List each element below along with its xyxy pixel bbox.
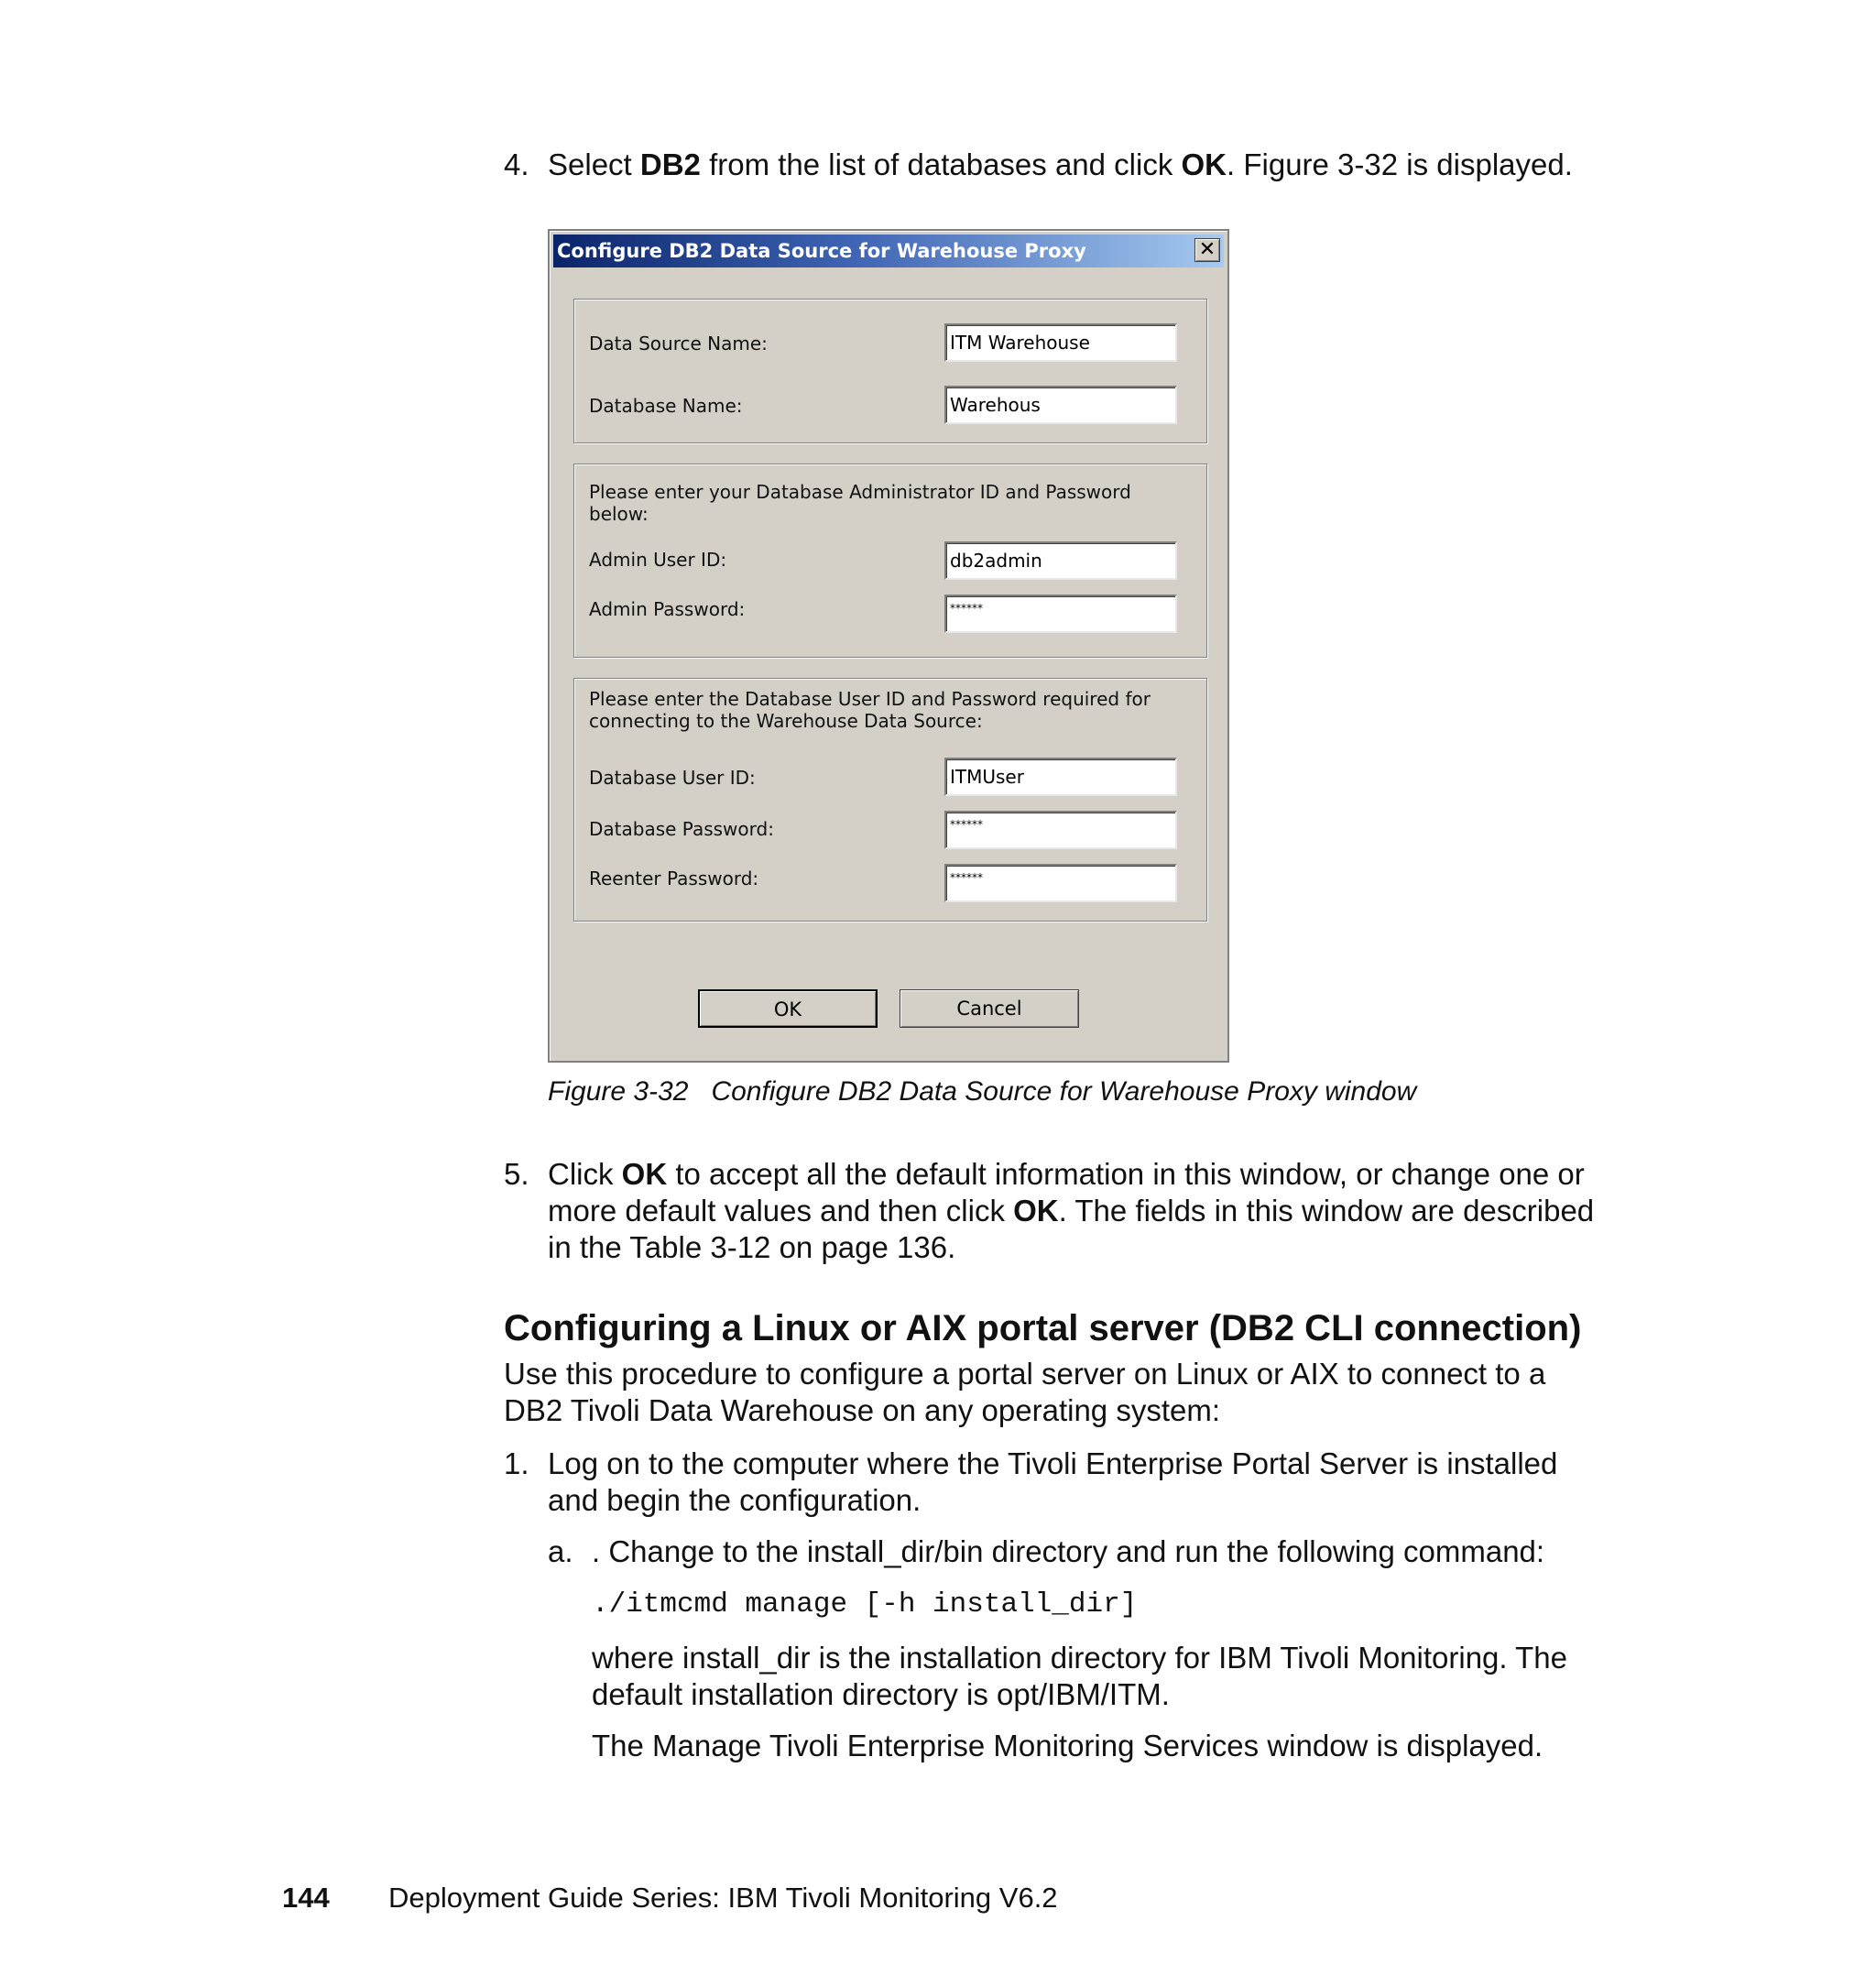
figure-caption-text: Configure DB2 Data Source for Warehouse Proxy window [711, 1076, 1417, 1107]
admin-user-id-label: Admin User ID: [589, 549, 727, 571]
step-4-bold-db2: DB2 [639, 147, 701, 181]
database-user-id-label: Database User ID: [589, 767, 756, 789]
cancel-button[interactable]: Cancel [900, 989, 1079, 1028]
step-4-bold-ok: OK [1181, 147, 1227, 181]
step-4-text [548, 147, 1647, 183]
database-password-label: Database Password: [589, 818, 774, 840]
step-5-text-3: . The fields in this window are described in the Table 3-12 on page 136. [548, 1194, 1595, 1264]
reenter-password-input[interactable]: ****** [944, 864, 1177, 902]
configure-db2-dialog [548, 229, 1229, 1063]
figure-number: Figure 3-32 [548, 1076, 689, 1107]
sub-step-a-text: . Change to the install_dir/bin directory and run the following command: [592, 1534, 1545, 1568]
data-source-group [573, 299, 1207, 443]
database-user-note: Please enter the Database User ID and Password required for connecting to the Warehouse Data Source: [589, 688, 1151, 732]
admin-user-id-input[interactable] [944, 541, 1177, 580]
command-code: ./itmcmd manage [-h install_dir] [592, 1588, 1138, 1620]
dialog-title-bar [553, 235, 1224, 267]
step-5-bold-ok-2: OK [1013, 1194, 1059, 1228]
step-4-text-after: . Figure 3-32 is displayed. [1227, 147, 1573, 181]
figure-caption [548, 1075, 1416, 1108]
section-heading: Configuring a Linux or AIX portal server (DB2 CLI connection) [504, 1308, 1582, 1348]
database-name-label: Database Name: [589, 395, 743, 417]
admin-password-label: Admin Password: [589, 598, 746, 620]
database-name-input[interactable] [944, 386, 1177, 424]
where-text: where install_dir is the installation directory for IBM Tivoli Monitoring. The default installation directory is opt/IBM/ITM. [592, 1641, 1568, 1711]
ok-button[interactable]: OK [698, 989, 878, 1028]
footer-page-number: 144 [282, 1882, 330, 1914]
step-1-text: Log on to the computer where the Tivoli Enterprise Portal Server is installed and begin the configuration. [548, 1446, 1558, 1517]
data-source-name-input[interactable] [944, 323, 1177, 362]
step-4-text-before: Select [548, 147, 640, 181]
sub-step-a-letter: a. [548, 1534, 573, 1568]
result-text: The Manage Tivoli Enterprise Monitoring Services window is displayed. [592, 1729, 1543, 1762]
step-5-text [548, 1156, 1601, 1266]
step-5-number: 5. [504, 1157, 529, 1191]
data-source-name-label: Data Source Name: [589, 333, 768, 355]
close-icon[interactable]: ✕ [1194, 238, 1220, 262]
section-intro: Use this procedure to configure a portal server on Linux or AIX to connect to a DB2 Tivoli Data Warehouse on any operating system: [504, 1357, 1546, 1427]
database-password-input[interactable]: ****** [944, 811, 1177, 849]
step-1-number: 1. [504, 1446, 529, 1480]
step-5-bold-ok-1: OK [621, 1157, 668, 1191]
admin-credentials-group [573, 464, 1207, 658]
reenter-password-label: Reenter Password: [589, 868, 759, 889]
database-user-id-input[interactable] [944, 758, 1177, 796]
admin-credentials-note: Please enter your Database Administrator ID and Password below: [589, 481, 1131, 525]
database-user-group [573, 678, 1207, 922]
footer-title: Deployment Guide Series: IBM Tivoli Monitoring V6.2 [388, 1882, 1058, 1914]
step-5-text-1: Click [548, 1157, 622, 1191]
step-5-text-2: to accept all the default information in this window, or change one or more default values and then click [548, 1157, 1585, 1228]
dialog-title: Configure DB2 Data Source for Warehouse Proxy [557, 240, 1086, 262]
step-4-number: 4. [504, 147, 529, 181]
admin-password-input[interactable]: ****** [944, 595, 1177, 633]
step-4-text-mid: from the list of databases and click [700, 147, 1182, 181]
